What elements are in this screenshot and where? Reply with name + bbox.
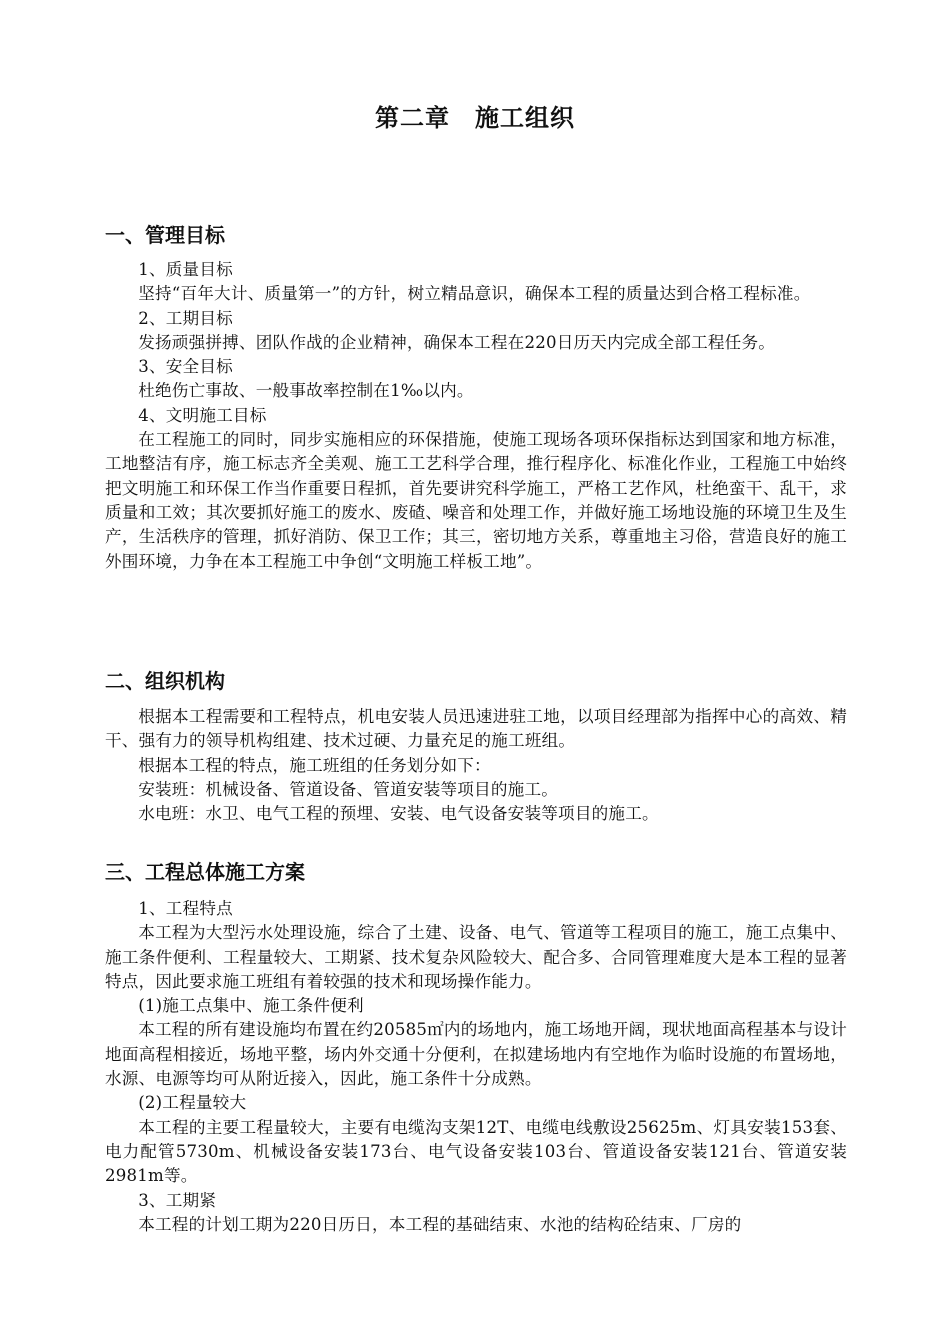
paragraph: 4、文明施工目标	[138, 405, 267, 425]
paragraph: 3、安全目标	[138, 357, 233, 377]
chapter-title: 第二章 施工组织	[375, 104, 575, 132]
paragraph: 本工程的主要工程量较大，主要有电缆沟支架12T、电缆电线敷设25625m、灯具安装153套、电力配管5730m、机械设备安装173台、电气设备安装103台、管道设备安装121台、管道安装2981m等。	[105, 1117, 847, 1186]
paragraph: 1、工程特点	[138, 899, 233, 918]
section-body-organization	[105, 705, 847, 826]
section-body-overall-plan	[105, 897, 847, 1237]
paragraph: 根据本工程需要和工程特点，机电安装人员迅速进驻工地，以项目经理部为指挥中心的高效、精干、强有力的领导机构组建、技术过硬、力量充足的施工班组。	[105, 707, 847, 751]
paragraph: 根据本工程的特点，施工班组的任务划分如下：	[138, 755, 491, 775]
section-heading-overall-plan: 三、工程总体施工方案	[105, 860, 305, 884]
paragraph: 1、质量目标	[138, 260, 233, 279]
section-heading-organization: 二、组织机构	[105, 669, 225, 693]
paragraph: 2、工期目标	[138, 308, 233, 328]
section-heading-management-goals: 一、管理目标	[105, 223, 225, 247]
paragraph: (2)工程量较大	[138, 1093, 247, 1113]
paragraph: 杜绝伤亡事故、一般事故率控制在1‰以内。	[138, 381, 474, 401]
paragraph: (1)施工点集中、施工条件便利	[138, 996, 364, 1016]
paragraph: 本工程的计划工期为220日历日，本工程的基础结束、水池的结构砼结束、厂房的	[138, 1214, 742, 1234]
paragraph: 发扬顽强拼搏、团队作战的企业精神，确保本工程在220日历天内完成全部工程任务。	[138, 332, 776, 352]
paragraph: 本工程为大型污水处理设施，综合了土建、设备、电气、管道等工程项目的施工，施工点集中、施工条件便利、工程量较大、工期紧、技术复杂风险较大、配合多、合同管理难度大是本工程的显著特点，因此要求施工班组有着较强的技术和现场操作能力。	[105, 923, 847, 991]
paragraph: 在工程施工的同时，同步实施相应的环保措施，使施工现场各项环保指标达到国家和地方标准，工地整洁有序，施工标志齐全美观、施工工艺科学合理，推行程序化、标准化作业，工程施工中始终把文明施工和环保工作当作重要日程抓，首先要讲究科学施工，严格工艺作风，杜绝蛮干、乱干，求质量和工效；其次要抓好施工的废水、废碴、噪音和处理工作，并做好施工场地设施的环境卫生及生产，生活秩序的管理，抓好消防、保卫工作；其三，密切地方关系，尊重地主习俗，营造良好的施工外围环境，力争在本工程施工中争创“文明施工样板工地”。	[105, 430, 847, 571]
paragraph: 坚持“百年大计、质量第一”的方针，树立精品意识，确保本工程的质量达到合格工程标准。	[138, 284, 811, 304]
paragraph: 安装班：机械设备、管道设备、管道安装等项目的施工。	[138, 779, 559, 799]
paragraph: 3、工期紧	[138, 1190, 217, 1210]
section-body-management-goals	[105, 258, 847, 574]
paragraph: 本工程的所有建设施均布置在约20585㎡内的场地内，施工场地开阔，现状地面高程基本与设计地面高程相接近，场地平整，场内外交通十分便利，在拟建场地内有空地作为临时设施的布置场地，水源、电源等均可从附近接入，因此，施工条件十分成熟。	[105, 1020, 847, 1089]
paragraph: 水电班：水卫、电气工程的预埋、安装、电气设备安装等项目的施工。	[138, 804, 659, 824]
